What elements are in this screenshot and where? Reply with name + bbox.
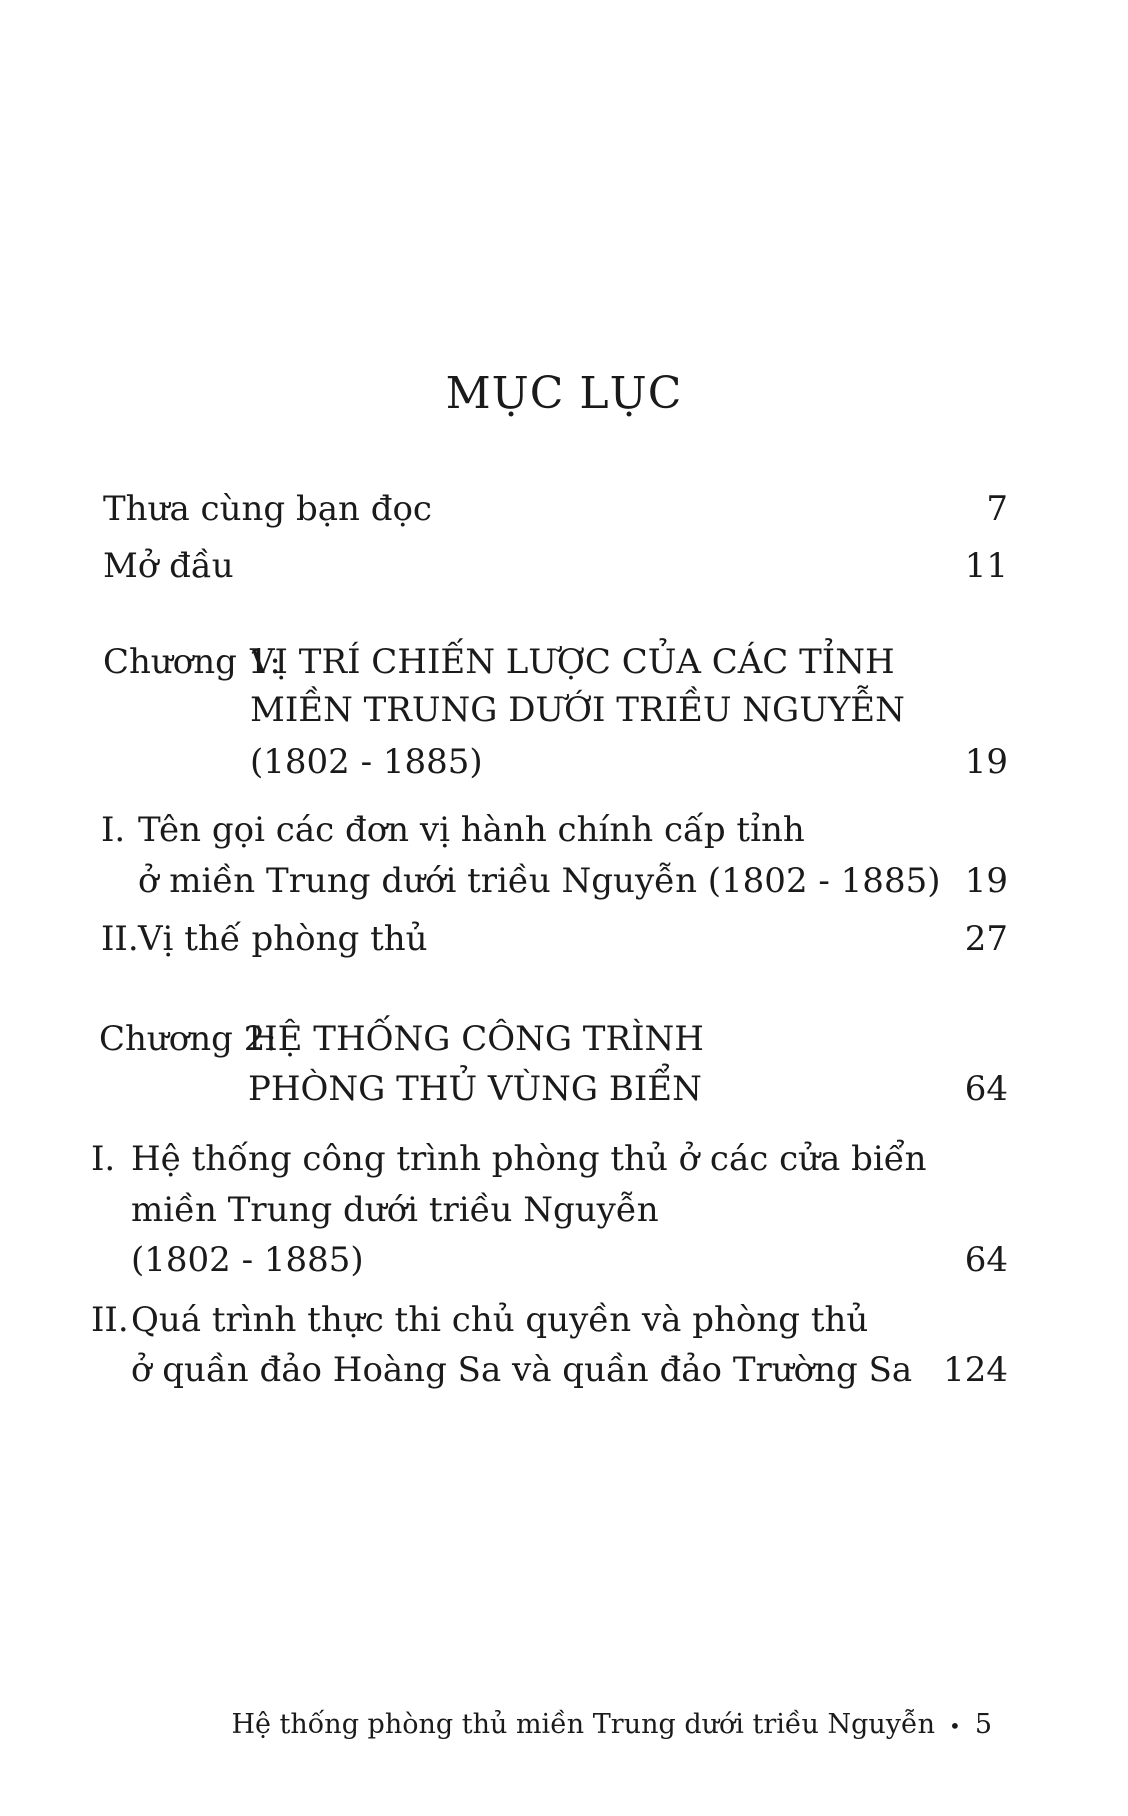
chapter-title-line: HỆ THỐNG CÔNG TRÌNH: [248, 1019, 704, 1059]
toc-entry-page: 7: [986, 489, 1008, 529]
toc-entry-page: 19: [964, 861, 1008, 901]
section-title-line: Hệ thống công trình phòng thủ ở các cửa biển: [131, 1139, 927, 1179]
section-title-line: ở quần đảo Hoàng Sa và quần đảo Trường Sa: [131, 1350, 913, 1390]
section-label: II.: [101, 919, 139, 959]
section-title-line: (1802 - 1885): [131, 1240, 364, 1280]
footer-bullet: •: [949, 1713, 961, 1738]
section-label: II.: [91, 1300, 129, 1340]
chapter-title-line: PHÒNG THỦ VÙNG BIỂN: [248, 1069, 702, 1109]
toc-entry-page: 64: [964, 1069, 1008, 1109]
chapter-title-line: VỊ TRÍ CHIẾN LƯỢC CỦA CÁC TỈNH: [250, 642, 895, 682]
chapter-title-line: (1802 - 1885): [250, 742, 483, 782]
chapter-title-line: MIỀN TRUNG DƯỚI TRIỀU NGUYỄN: [250, 690, 905, 730]
chapter-label: Chương 2:: [99, 1019, 277, 1059]
chapter-label: Chương 1:: [103, 642, 281, 682]
toc-entry-text: Thưa cùng bạn đọc: [103, 489, 432, 529]
footer-page-number: 5: [974, 1709, 992, 1740]
toc-entry-page: 64: [964, 1240, 1008, 1280]
toc-entry-page: 124: [943, 1350, 1008, 1390]
toc-entry-page: 27: [964, 919, 1008, 959]
section-title-line: Tên gọi các đơn vị hành chính cấp tỉnh: [138, 810, 805, 850]
section-label: I.: [101, 810, 126, 850]
section-title-line: Quá trình thực thi chủ quyền và phòng thủ: [131, 1300, 869, 1340]
footer-book-title: Hệ thống phòng thủ miền Trung dưới triều Nguyễn: [231, 1709, 936, 1740]
section-title-line: miền Trung dưới triều Nguyễn: [131, 1190, 659, 1230]
toc-entry-page: 19: [964, 742, 1008, 782]
toc-title: MỤC LỤC: [445, 368, 683, 419]
running-footer: [231, 1709, 992, 1742]
section-title-line: Vị thế phòng thủ: [138, 919, 428, 959]
section-label: I.: [91, 1139, 116, 1179]
section-title-line: ở miền Trung dưới triều Nguyễn (1802 - 1885): [138, 861, 941, 901]
toc-entry-text: Mở đầu: [103, 546, 234, 586]
toc-entry-page: 11: [964, 546, 1008, 586]
